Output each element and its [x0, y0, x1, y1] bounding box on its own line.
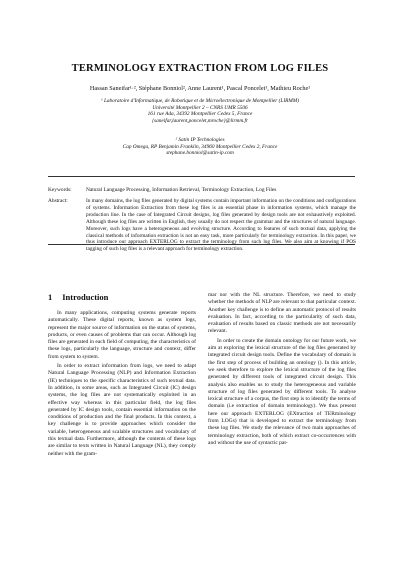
paragraph: In order to extract information from logs, we need to adapt Natural Language Processing (NLP) and Information Extraction (IE) techniques to the specific characteristics of such textual data. In addition, in some areas, such as Integrated Circuit (IC) design systems, the log files are not systematically exploited in an effective way whereas in this particular field, the log files generated by IC design tools, contain essential information on the conditions of production and the final products. In this context, a key challenge is to provide approaches which consider the variable, heterogeneous and scalable structures and vocabulary of this textual data. Furthermore, although the contents of these logs are similar to texts written in Natural Language (NL), they comply neither with the gram-	[48, 363, 196, 457]
affiliation-1-line: 161 rue Ada, 34392 Montpellier Cedex 5, France	[147, 111, 253, 118]
divider-bottom	[48, 244, 355, 245]
left-column	[48, 310, 196, 458]
section-number: 1	[48, 292, 53, 302]
paragraph: mar nor with the NL structure. Therefore, we need to study whether the methods of NLP are relevant to that particular context. Another key challenge is to define an automatic protocol of results evaluation. In fact, according to the particularity of such data, evaluation of results based on classic methods are not necessarily relevant.	[208, 292, 356, 335]
abstract-text: In many domains, the log files generated by digital systems contain important information on the conditions and configurations of systems. Information Extraction from these log files is an essential phase in information systems, which manage the production line. In the case of Integrated Circuit designs, log files generated by design tools are not exhaustively exploited. Although these log files are written in English, they usually do not respect the grammar and the structures of natural language. Moreover, such logs have a heterogeneous and evolving structure. According to features of such textual data, applying the classical methods of information extraction is not an easy task, more particularly for terminology extraction. In this paper, we thus introduce our approach EXTERLOG to extract the terminology from such log files. We also aim at knowing if POS tagging of such log files is a relevant approach for terminology extraction.	[86, 198, 356, 253]
abstract-label: Abstract:	[48, 198, 68, 204]
author-list: Hassan Saneifar¹·², Stéphane Bonniol², Anne Laurent¹, Pascal Poncelet¹, Mathieu Roche¹	[89, 85, 311, 92]
affiliation-1	[0, 98, 400, 124]
divider-top	[48, 176, 355, 177]
keywords-label: Keywords:	[48, 187, 72, 193]
affiliation-1-email: {saneifar,laurent,poncelet,mroche}@lirmm.fr	[151, 117, 249, 124]
affiliation-2-line: ² Satin IP Technologies	[175, 137, 225, 143]
paragraph: In many applications, computing systems generate reports automatically. These digital reports, known as system logs, represent the major source of information on the status of systems, products, or even causes of problems that can occur. Although log files are generated in each field of computing, the characteristics of these logs, particularly the language, structure and context, differ from system to system.	[48, 310, 196, 360]
paragraph: In order to create the domain ontology for our future work, we aim at exploring the lexical structure of the log files generated by integrated circuit design tools. Define the vocabulary of domain is the first step of process of building an ontology (). In this article, we seek therefore to explore the lexical structure of the log files generated by different tools of integrated circuit design. This analysis also enables us to study the heterogeneous and variable structure of log files generated by different tools. To analyse lexical structure of a corpus, the first step is to identify the terms of domain (i.e extraction of domain terminology). We thus present here our approach EXTERLOG (EXtraction of TERminology from LOGs) that is developed to extract the terminology from these log files. We study the relevance of two main approaches of terminology extraction, both of which extract co-occurrences with and without the use of syntactic pat-	[208, 337, 356, 446]
affiliation-2-email: stephane.bonniol@satin-ip.com	[166, 150, 234, 157]
affiliation-1-line: ¹ Laboratoire d'Informatique, de Robotique et de Microélectronique de Montpellier (LIRMM)	[101, 98, 299, 104]
section-title: Introduction	[62, 292, 109, 302]
paper-title: TERMINOLOGY EXTRACTION FROM LOG FILES	[71, 63, 329, 74]
affiliation-1-line: Université Montpellier 2 – CNRS UMR 5506	[152, 104, 248, 111]
affiliation-2-line: Cap Omega, RP Benjamin Franklin, 34960 Montpellier Cedex 2, France	[122, 143, 278, 150]
affiliation-2	[0, 137, 400, 157]
keywords-text: Natural Language Processing, Information Retrieval, Terminology Extraction, Log Files	[86, 187, 277, 193]
section-heading	[48, 292, 108, 302]
right-column	[208, 292, 356, 447]
